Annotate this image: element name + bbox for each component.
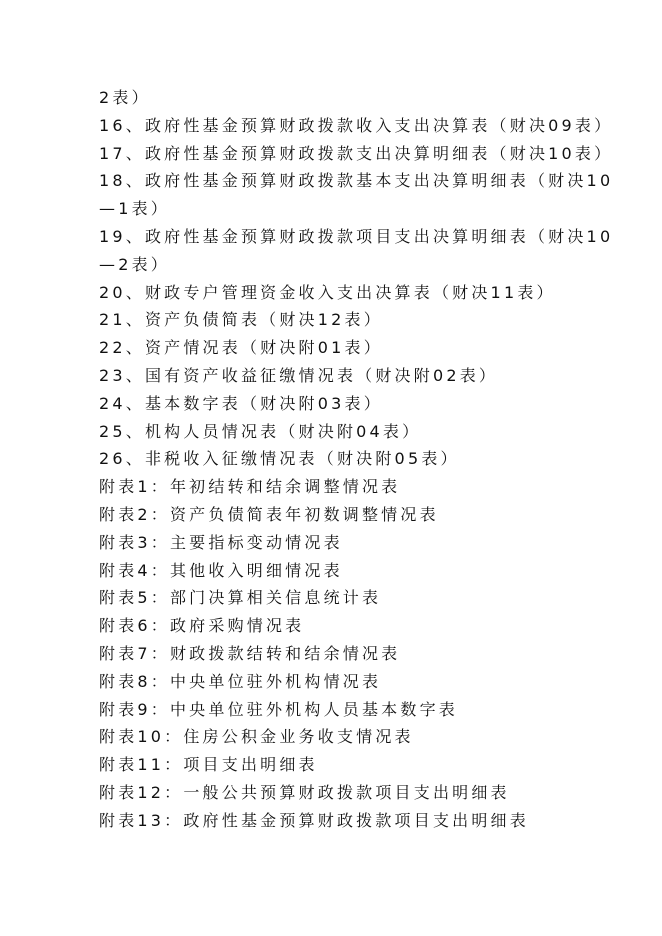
list-item-17: 17、政府性基金预算财政拨款支出决算明细表（财决10表） — [99, 143, 614, 163]
appendix-item-5: 附表5：部门决算相关信息统计表 — [99, 588, 382, 608]
list-item-18-continuation: —1表） — [99, 199, 170, 219]
appendix-item-6: 附表6：政府采购情况表 — [99, 616, 305, 636]
appendix-item-9: 附表9：中央单位驻外机构人员基本数字表 — [99, 699, 458, 719]
list-item-16: 16、政府性基金预算财政拨款收入支出决算表（财决09表） — [99, 115, 614, 135]
document-page — [99, 84, 614, 835]
appendix-item-12: 附表12：一般公共预算财政拨款项目支出明细表 — [99, 782, 510, 802]
list-item-19-continuation: —2表） — [99, 254, 170, 274]
appendix-item-1: 附表1：年初结转和结余调整情况表 — [99, 477, 401, 497]
appendix-item-2: 附表2：资产负债简表年初数调整情况表 — [99, 504, 439, 524]
list-item-26: 26、非税收入征缴情况表（财决附05表） — [99, 449, 460, 469]
list-item-19: 19、政府性基金预算财政拨款项目支出决算明细表（财决10 — [99, 226, 614, 246]
list-item-18: 18、政府性基金预算财政拨款基本支出决算明细表（财决10 — [99, 171, 614, 191]
list-item-20: 20、财政专户管理资金收入支出决算表（财决11表） — [99, 282, 556, 302]
appendix-item-13: 附表13：政府性基金预算财政拨款项目支出明细表 — [99, 810, 529, 830]
appendix-item-8: 附表8：中央单位驻外机构情况表 — [99, 671, 382, 691]
list-item-24: 24、基本数字表（财决附03表） — [99, 393, 383, 413]
appendix-item-11: 附表11：项目支出明细表 — [99, 755, 318, 775]
appendix-item-4: 附表4：其他收入明细情况表 — [99, 560, 343, 580]
list-item-25: 25、机构人员情况表（财决附04表） — [99, 421, 422, 441]
appendix-item-3: 附表3：主要指标变动情况表 — [99, 532, 343, 552]
list-item-23: 23、国有资产收益征缴情况表（财决附02表） — [99, 365, 499, 385]
list-item-continuation: 2表） — [99, 88, 151, 107]
appendix-item-7: 附表7：财政拨款结转和结余情况表 — [99, 643, 401, 663]
appendix-item-10: 附表10：住房公积金业务收支情况表 — [99, 727, 414, 747]
list-item-22: 22、资产情况表（财决附01表） — [99, 338, 383, 358]
list-item-21: 21、资产负债简表（财决12表） — [99, 310, 383, 330]
